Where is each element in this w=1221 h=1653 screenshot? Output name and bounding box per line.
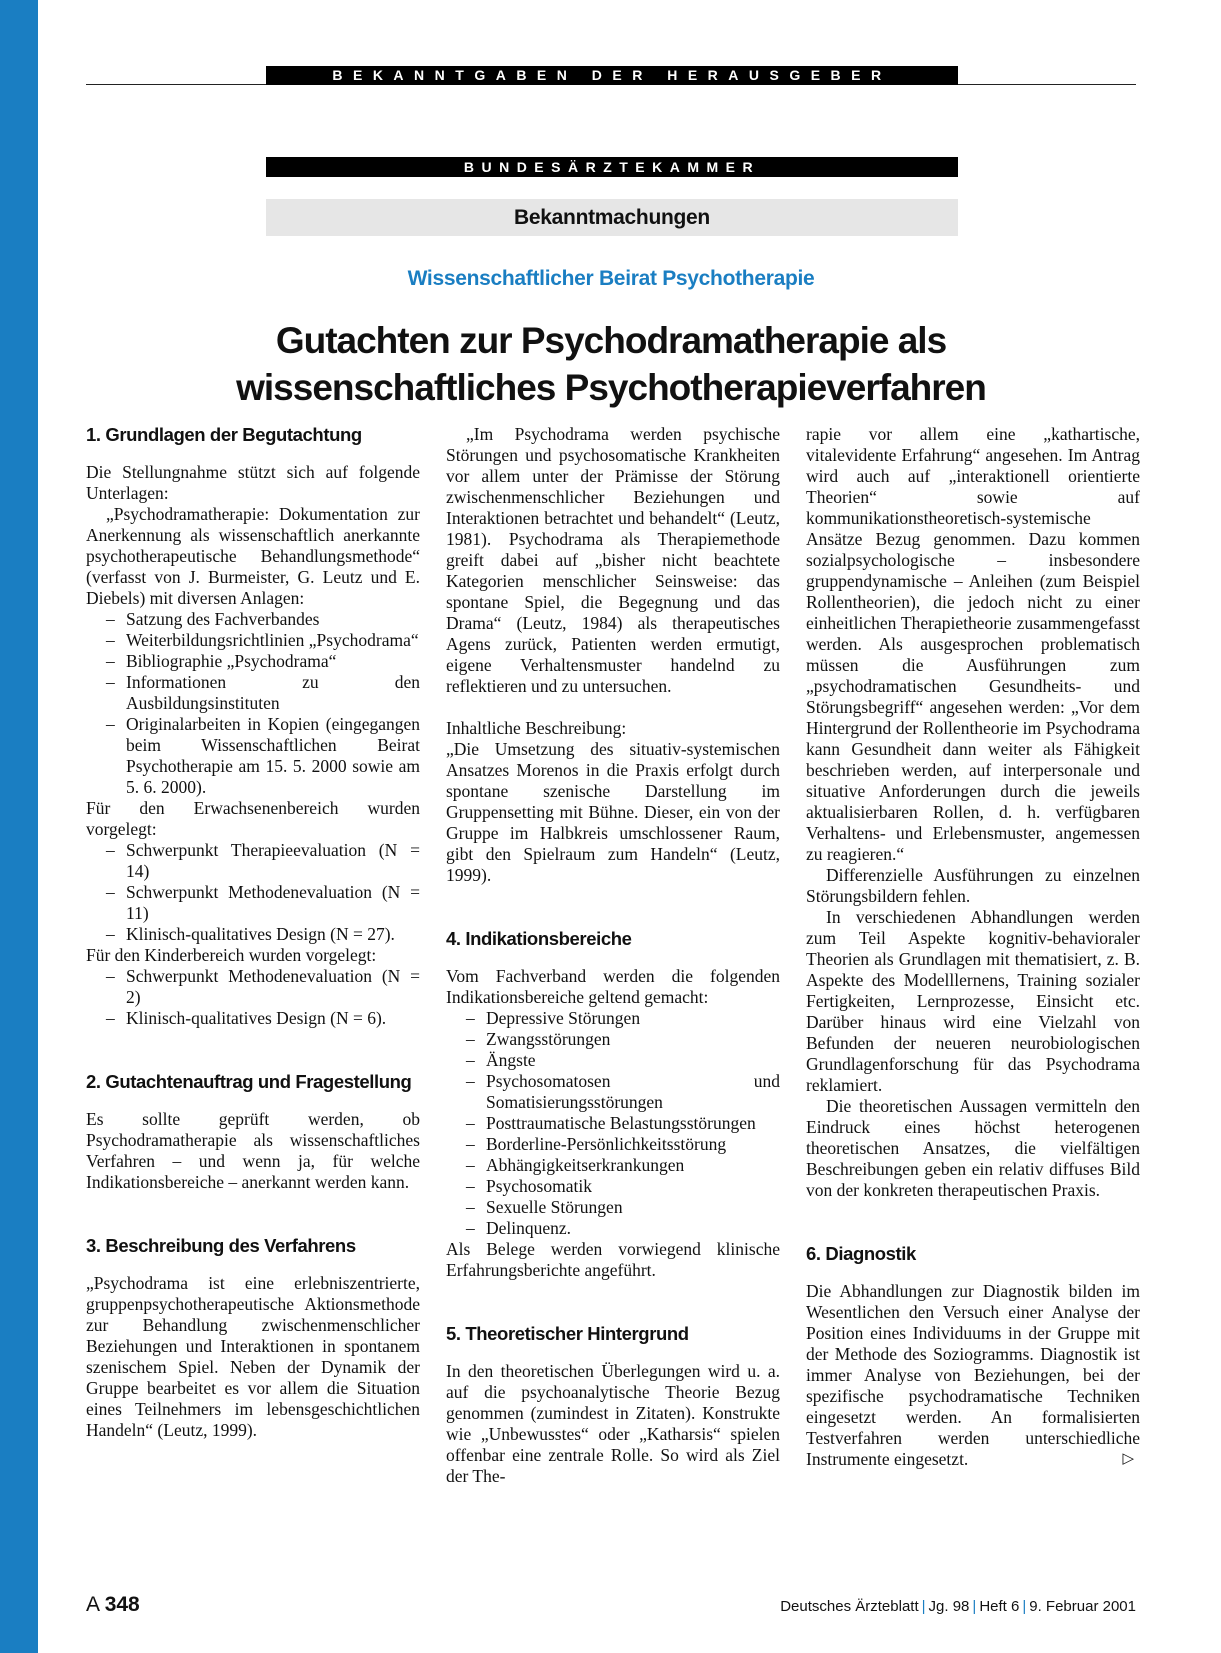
list-item: – Abhängigkeitserkrankungen: [446, 1155, 780, 1176]
attachment-list: [86, 609, 420, 798]
page-number: [86, 1593, 140, 1617]
list-item: – Satzung des Fachverbandes: [86, 609, 420, 630]
page-number-value: 348: [104, 1593, 140, 1616]
article-title: [86, 317, 1136, 411]
organization-bar: BUNDESÄRZTEKAMMER: [266, 157, 958, 177]
paragraph-text: Die Abhandlungen zur Diagnostik bilden im Wesentlichen den Versuch einer Analyse der Position eines Individuums in der Gruppe mit der Methode des Soziogramms. Diagnostik ist immer Analyse von Beziehungen, bei der spezifische psychodramatische Techniken eingesetzt werden. An formalisierten Testverfahren werden unterschiedliche Instrumente eingesetzt.: [806, 1281, 1140, 1469]
footer-separator: |: [1022, 1598, 1027, 1615]
paragraph: In den theoretischen Überlegungen wird u. a. auf die psychoanalytische Theorie Bezug genommen (zumindest in Zitaten). Konstrukte wie „Unbewusstes“ oder „Katharsis“ spielen offenbar eine zentrale Rolle. So wird als Ziel der The-: [446, 1361, 780, 1486]
paragraph: Die Stellungnahme stützt sich auf folgende Unterlagen:: [86, 462, 420, 503]
list-item: – Schwerpunkt Methodenevaluation (N = 2): [86, 966, 420, 1008]
paragraph: Inhaltliche Beschreibung:: [446, 718, 627, 738]
list-item: – Borderline-Persönlichkeitsstörung: [446, 1134, 780, 1155]
section-heading-5: 5. Theoretischer Hintergrund: [446, 1323, 689, 1344]
column-3: [806, 424, 1140, 1554]
journal-footer: [780, 1597, 1136, 1617]
list-item: – Sexuelle Störungen: [446, 1197, 780, 1218]
indication-list: [446, 1008, 780, 1239]
paragraph: Die theoretischen Aussagen vermitteln den Eindruck eines höchst heterogenen theoretischen Ansatzes, die vielfältigen Beschreibungen geben ein relativ diffuses Bild von der konkreten therapeutischen Praxis.: [806, 1096, 1140, 1200]
section-heading-1: 1. Grundlagen der Begutachtung: [86, 424, 362, 445]
journal-volume: Jg. 98: [928, 1598, 970, 1615]
paragraph: Für den Erwachsenenbereich wurden vorgelegt:: [86, 798, 420, 839]
journal-issue: Heft 6: [979, 1598, 1020, 1615]
list-item: – Informationen zu den Ausbildungsinstituten: [86, 672, 420, 714]
paragraph: „Psychodramatherapie: Dokumentation zur Anerkennung als wissenschaftlich anerkannte psychotherapeutische Behandlungsmethode“ (verfasst von J. Burmeister, G. Leutz und E. Diebels) mit diversen Anlagen:: [86, 504, 420, 608]
list-item: – Depressive Störungen: [446, 1008, 780, 1029]
title-line-2: wissenschaftliches Psychotherapieverfahren: [236, 367, 986, 408]
list-item: – Klinisch-qualitatives Design (N = 6).: [86, 1008, 420, 1029]
list-item: – Schwerpunkt Methodenevaluation (N = 11): [86, 882, 420, 924]
section-heading-4: 4. Indikationsbereiche: [446, 928, 632, 949]
announcement-box: Bekanntmachungen: [266, 199, 958, 236]
column-2: [446, 424, 780, 1554]
column-1: [86, 424, 420, 1554]
paragraph: Es sollte geprüft werden, ob Psychodramatherapie als wissenschaftliches Verfahren – und wenn ja, für welche Indikationsbereiche – anerkannt werden kann.: [86, 1109, 420, 1192]
footer-separator: |: [921, 1598, 926, 1615]
section-heading-3: 3. Beschreibung des Verfahrens: [86, 1235, 356, 1256]
list-item: – Ängste: [446, 1050, 780, 1071]
section-header-bar: BEKANNTGABEN DER HERAUSGEBER: [266, 66, 958, 85]
page-prefix: A: [86, 1593, 99, 1616]
side-color-strip: [0, 0, 38, 1653]
paragraph: Als Belege werden vorwiegend klinische Erfahrungsberichte angeführt.: [446, 1239, 780, 1280]
list-item: – Zwangsstörungen: [446, 1029, 780, 1050]
journal-name: Deutsches Ärzteblatt: [780, 1598, 919, 1615]
paragraph: In verschiedenen Abhandlungen werden zum Teil Aspekte kognitiv-behavioraler Theorien als Grundlagen mit thematisiert, z. B. Aspekte des Modelllernens, Training sozialer Fertigkeiten, Lernprozesse, Einsicht etc. Darüber hinaus wird eine Vielzahl von Befunden der neueren neurobiologischen Grundlagenforschung für das Psychodrama reklamiert.: [806, 907, 1140, 1095]
list-item: – Klinisch-qualitatives Design (N = 27).: [86, 924, 420, 945]
adult-list: [86, 840, 420, 945]
paragraph: „Im Psychodrama werden psychische Störungen und psychosomatische Krankheiten vor allem unter der Prämisse der Störung zwischenmenschlicher Beziehungen und Interaktionen betrachtet und behandelt“ (Leutz, 1981). Psychodrama als Therapiemethode greift dabei auf „bisher nicht beachtete Kategorien menschlicher Seinsweise: das spontane Spiel, die Begegnung und das Drama“ (Leutz, 1984) als therapeutisches Agens zurück, Patienten werden ermutigt, eigene Verhaltensmuster handelnd zu reflektieren und zu untersuchen.: [446, 424, 780, 696]
paragraph: Für den Kinderbereich wurden vorgelegt:: [86, 945, 377, 965]
footer-separator: |: [972, 1598, 977, 1615]
list-item: – Psychosomatik: [446, 1176, 780, 1197]
journal-date: 9. Februar 2001: [1029, 1598, 1136, 1615]
list-item: – Posttraumatische Belastungsstörungen: [446, 1113, 780, 1134]
section-heading-6: 6. Diagnostik: [806, 1243, 916, 1264]
list-item: – Schwerpunkt Therapieevaluation (N = 14): [86, 840, 420, 882]
section-heading-2: 2. Gutachtenauftrag und Fragestellung: [86, 1071, 412, 1092]
paragraph: Differenzielle Ausführungen zu einzelnen Störungsbildern fehlen.: [806, 865, 1140, 906]
paragraph: Vom Fachverband werden die folgenden Indikationsbereiche geltend gemacht:: [446, 966, 780, 1007]
article-kicker: Wissenschaftlicher Beirat Psychotherapie: [407, 267, 815, 290]
paragraph: „Psychodrama ist eine erlebniszentrierte, gruppenpsychotherapeutische Aktionsmethode zur Behandlung zwischenmenschlicher Beziehungen und Interaktionen in spontanem szenischem Spiel. Neben der Dynamik der Gruppe bearbeitet es vor allem die Situation eines Teilnehmers im lebensgeschichtlichen Handeln“ (Leutz, 1999).: [86, 1273, 420, 1440]
paragraph: „Die Umsetzung des situativ-systemischen Ansatzes Morenos in die Praxis erfolgt durch spontane szenische Darstellung im Gruppensetting mit Bühne. Dieser, ein von der Gruppe im Halbkreis umschlossener Raum, gibt den Spielraum zum Handeln“ (Leutz, 1999).: [446, 739, 780, 885]
list-item: – Weiterbildungsrichtlinien „Psychodrama“: [86, 630, 420, 651]
list-item: – Delinquenz.: [446, 1218, 780, 1239]
title-line-1: Gutachten zur Psychodramatherapie als: [275, 320, 947, 361]
paragraph: [806, 1281, 1140, 1470]
children-list: [86, 966, 420, 1029]
paragraph: rapie vor allem eine „kathartische, vitalevidente Erfahrung“ angesehen. Im Antrag wird auch auf „interaktionell orientierte Theorien“ sowie auf kommunikationstheoretisch-systemische Ansätze Bezug genommen. Dazu kommen sozialpsychologische – insbesondere gruppendynamische – Anleihen (zum Beispiel Rollentheorien), die jedoch nicht zu einer einheitlichen Therapietheorie zusammengefasst werden. Als ausgesprochen problematisch müssen die Ausführungen zum „psychodramatischen Gesundheits- und Störungsbegriff“ angesehen werden: „Vor dem Hintergrund der Rollentheorie im Psychodrama kann Gesundheit dann weiter als Fähigkeit beschrieben werden, auf interpersonale und situative Anforderungen durch die jeweils aktualisierbaren Rollen, d. h. verfügbaren Verhaltens- und Erlebensmuster, angemessen zu reagieren.“: [806, 424, 1140, 864]
list-item: – Psychosomatosen und Somatisierungsstörungen: [446, 1071, 780, 1113]
list-item: – Bibliographie „Psychodrama“: [86, 651, 420, 672]
list-item: – Originalarbeiten in Kopien (eingegangen beim Wissenschaftlichen Beirat Psychotherapie am 15. 5. 2000 sowie am 5. 6. 2000).: [86, 714, 420, 798]
continue-arrow-icon: ▷: [1122, 1451, 1134, 1467]
